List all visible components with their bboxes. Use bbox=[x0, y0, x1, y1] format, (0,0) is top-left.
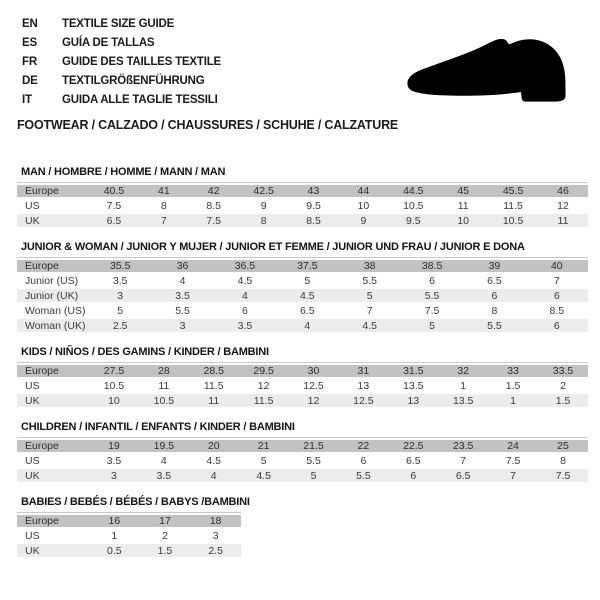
size-cell: 21.5 bbox=[289, 438, 339, 454]
table-row bbox=[17, 469, 588, 484]
table-row bbox=[17, 258, 588, 274]
size-cell: 8.5 bbox=[289, 214, 339, 229]
table-row bbox=[17, 199, 588, 214]
size-cell: 6 bbox=[338, 454, 388, 469]
size-cell: 46 bbox=[538, 183, 588, 199]
size-cell: 43 bbox=[289, 183, 339, 199]
size-cell: 7.5 bbox=[89, 199, 139, 214]
size-cell: 11.5 bbox=[189, 379, 239, 394]
size-cell: 38 bbox=[339, 258, 401, 274]
size-cell: 10.5 bbox=[139, 394, 189, 409]
size-cell: 1.5 bbox=[488, 379, 538, 394]
language-code: DE bbox=[22, 74, 38, 87]
size-cell: 22 bbox=[338, 438, 388, 454]
size-cell: 2 bbox=[140, 529, 191, 544]
language-code: IT bbox=[22, 93, 32, 106]
size-cell: 12 bbox=[538, 199, 588, 214]
size-cell: 3 bbox=[151, 319, 213, 334]
row-label: Europe bbox=[17, 183, 89, 199]
size-cell: 10.5 bbox=[89, 379, 139, 394]
size-cell: 12 bbox=[239, 379, 289, 394]
size-cell: 6.5 bbox=[388, 454, 438, 469]
size-cell: 8 bbox=[538, 454, 588, 469]
table-row bbox=[17, 363, 588, 379]
size-cell: 3.5 bbox=[151, 289, 213, 304]
size-cell: 7 bbox=[488, 469, 538, 484]
row-label: Europe bbox=[17, 513, 89, 529]
row-label: US bbox=[17, 529, 89, 544]
row-label: UK bbox=[17, 544, 89, 559]
size-cell: 3 bbox=[89, 289, 151, 304]
row-label: US bbox=[17, 199, 89, 214]
size-cell: 11.5 bbox=[488, 199, 538, 214]
size-cell: 5 bbox=[339, 289, 401, 304]
table-row bbox=[17, 274, 588, 289]
size-cell: 17 bbox=[140, 513, 191, 529]
size-cell: 44.5 bbox=[388, 183, 438, 199]
size-cell: 22.5 bbox=[388, 438, 438, 454]
size-cell: 31 bbox=[338, 363, 388, 379]
size-cell: 33 bbox=[488, 363, 538, 379]
language-label: TEXTILGRÖßENFÜHRUNG bbox=[62, 74, 205, 87]
size-table-body bbox=[17, 363, 588, 409]
size-cell: 0.5 bbox=[89, 544, 140, 559]
size-cell: 1.5 bbox=[140, 544, 191, 559]
size-cell: 19 bbox=[89, 438, 139, 454]
size-table-section bbox=[17, 496, 588, 559]
row-label: Junior (UK) bbox=[17, 289, 89, 304]
size-cell: 6 bbox=[401, 274, 463, 289]
size-cell: 5 bbox=[289, 469, 339, 484]
size-cell: 4 bbox=[189, 469, 239, 484]
size-table bbox=[17, 182, 588, 229]
size-table bbox=[17, 437, 588, 484]
size-table-section bbox=[17, 421, 588, 484]
size-cell: 6 bbox=[214, 304, 276, 319]
size-cell: 3 bbox=[89, 469, 139, 484]
size-table bbox=[17, 257, 588, 334]
size-cell: 9.5 bbox=[388, 214, 438, 229]
size-cell: 11 bbox=[189, 394, 239, 409]
size-cell: 37.5 bbox=[276, 258, 338, 274]
table-title: MAN / HOMBRE / HOMME / MANN / MAN bbox=[21, 166, 226, 178]
size-cell: 41 bbox=[139, 183, 189, 199]
size-cell: 11.5 bbox=[239, 394, 289, 409]
size-cell: 10 bbox=[338, 199, 388, 214]
size-cell: 44 bbox=[338, 183, 388, 199]
size-table-section bbox=[17, 241, 588, 334]
table-row bbox=[17, 394, 588, 409]
size-cell: 4.5 bbox=[189, 454, 239, 469]
size-cell: 5.5 bbox=[151, 304, 213, 319]
size-table-body bbox=[17, 258, 588, 334]
size-cell: 13.5 bbox=[438, 394, 488, 409]
size-cell: 40 bbox=[526, 258, 588, 274]
size-cell: 10.5 bbox=[388, 199, 438, 214]
size-cell: 4 bbox=[276, 319, 338, 334]
size-cell: 13 bbox=[338, 379, 388, 394]
size-cell: 21 bbox=[239, 438, 289, 454]
size-cell: 11 bbox=[538, 214, 588, 229]
size-cell: 7 bbox=[139, 214, 189, 229]
size-cell: 19.5 bbox=[139, 438, 189, 454]
size-cell: 7 bbox=[438, 454, 488, 469]
size-cell: 32 bbox=[438, 363, 488, 379]
size-cell: 30 bbox=[289, 363, 339, 379]
size-cell: 35.5 bbox=[89, 258, 151, 274]
size-cell: 3.5 bbox=[139, 469, 189, 484]
size-table-section bbox=[17, 346, 588, 409]
size-cell: 2.5 bbox=[190, 544, 241, 559]
table-title: BABIES / BEBÉS / BÉBÉS / BABYS /BAMBINI bbox=[21, 496, 250, 508]
size-cell: 7.5 bbox=[401, 304, 463, 319]
size-cell: 7 bbox=[526, 274, 588, 289]
size-cell: 8.5 bbox=[526, 304, 588, 319]
row-label: Europe bbox=[17, 363, 89, 379]
size-cell: 5.5 bbox=[339, 274, 401, 289]
size-cell: 23.5 bbox=[438, 438, 488, 454]
size-cell: 31.5 bbox=[388, 363, 438, 379]
row-label: US bbox=[17, 379, 89, 394]
size-cell: 5 bbox=[401, 319, 463, 334]
size-cell: 25 bbox=[538, 438, 588, 454]
row-label: Woman (US) bbox=[17, 304, 89, 319]
size-cell: 3.5 bbox=[89, 274, 151, 289]
table-row bbox=[17, 379, 588, 394]
size-cell: 28 bbox=[139, 363, 189, 379]
size-cell: 10 bbox=[89, 394, 139, 409]
size-cell: 16 bbox=[89, 513, 140, 529]
size-cell: 6 bbox=[388, 469, 438, 484]
size-cell: 42 bbox=[189, 183, 239, 199]
size-table-body bbox=[17, 183, 588, 229]
table-row bbox=[17, 544, 241, 559]
row-label: Woman (UK) bbox=[17, 319, 89, 334]
row-label: UK bbox=[17, 394, 89, 409]
table-title: CHILDREN / INFANTIL / ENFANTS / KINDER / BAMBINI bbox=[21, 421, 295, 433]
size-cell: 7.5 bbox=[189, 214, 239, 229]
size-cell: 4 bbox=[214, 289, 276, 304]
size-cell: 10 bbox=[438, 214, 488, 229]
table-row bbox=[17, 513, 241, 529]
table-title: KIDS / NIÑOS / DES GAMINS / KINDER / BAMBINI bbox=[21, 346, 269, 358]
size-cell: 4 bbox=[151, 274, 213, 289]
table-row bbox=[17, 304, 588, 319]
table-row bbox=[17, 319, 588, 334]
size-cell: 1 bbox=[488, 394, 538, 409]
size-cell: 9.5 bbox=[289, 199, 339, 214]
category-title: FOOTWEAR / CALZADO / CHAUSSURES / SCHUHE / CALZATURE bbox=[17, 118, 399, 132]
size-cell: 42.5 bbox=[239, 183, 289, 199]
size-cell: 6.5 bbox=[276, 304, 338, 319]
size-cell: 39 bbox=[463, 258, 525, 274]
row-label: Junior (US) bbox=[17, 274, 89, 289]
size-cell: 7.5 bbox=[538, 469, 588, 484]
language-label: GUÍA DE TALLAS bbox=[62, 36, 155, 49]
size-cell: 4.5 bbox=[214, 274, 276, 289]
table-row bbox=[17, 183, 588, 199]
size-cell: 3 bbox=[190, 529, 241, 544]
size-cell: 7 bbox=[339, 304, 401, 319]
size-cell: 5.5 bbox=[289, 454, 339, 469]
size-cell: 8 bbox=[463, 304, 525, 319]
size-cell: 4.5 bbox=[339, 319, 401, 334]
size-cell: 12.5 bbox=[289, 379, 339, 394]
size-cell: 9 bbox=[239, 199, 289, 214]
size-cell: 4.5 bbox=[239, 469, 289, 484]
size-cell: 4.5 bbox=[276, 289, 338, 304]
size-cell: 24 bbox=[488, 438, 538, 454]
table-row bbox=[17, 454, 588, 469]
size-cell: 1 bbox=[89, 529, 140, 544]
size-cell: 6 bbox=[463, 289, 525, 304]
size-cell: 5.5 bbox=[338, 469, 388, 484]
language-code: FR bbox=[22, 55, 37, 68]
size-cell: 29.5 bbox=[239, 363, 289, 379]
size-cell: 6.5 bbox=[463, 274, 525, 289]
size-cell: 36.5 bbox=[214, 258, 276, 274]
size-cell: 11 bbox=[139, 379, 189, 394]
size-cell: 2.5 bbox=[89, 319, 151, 334]
size-cell: 12 bbox=[289, 394, 339, 409]
size-cell: 18 bbox=[190, 513, 241, 529]
tables-container bbox=[17, 166, 588, 559]
size-cell: 40.5 bbox=[89, 183, 139, 199]
size-cell: 4 bbox=[139, 454, 189, 469]
shoe-silhouette-path bbox=[407, 39, 565, 102]
size-cell: 10.5 bbox=[488, 214, 538, 229]
size-cell: 5.5 bbox=[401, 289, 463, 304]
table-title: JUNIOR & WOMAN / JUNIOR Y MUJER / JUNIOR ET FEMME / JUNIOR UND FRAU / JUNIOR E DONA bbox=[21, 241, 525, 253]
language-label: GUIDA ALLE TAGLIE TESSILI bbox=[62, 93, 218, 106]
size-cell: 8 bbox=[239, 214, 289, 229]
language-code: ES bbox=[22, 36, 37, 49]
size-cell: 6 bbox=[526, 289, 588, 304]
row-label: UK bbox=[17, 469, 89, 484]
row-label: US bbox=[17, 454, 89, 469]
size-table-body bbox=[17, 513, 241, 559]
size-cell: 9 bbox=[338, 214, 388, 229]
table-row bbox=[17, 214, 588, 229]
table-row bbox=[17, 438, 588, 454]
size-cell: 8 bbox=[139, 199, 189, 214]
size-cell: 6.5 bbox=[89, 214, 139, 229]
language-label: TEXTILE SIZE GUIDE bbox=[62, 17, 175, 30]
size-cell: 3.5 bbox=[214, 319, 276, 334]
size-cell: 36 bbox=[151, 258, 213, 274]
size-table-body bbox=[17, 438, 588, 484]
row-label: Europe bbox=[17, 438, 89, 454]
size-cell: 13 bbox=[388, 394, 438, 409]
size-cell: 5 bbox=[239, 454, 289, 469]
size-cell: 6.5 bbox=[438, 469, 488, 484]
size-cell: 1 bbox=[438, 379, 488, 394]
size-table bbox=[17, 362, 588, 409]
size-cell: 5 bbox=[89, 304, 151, 319]
size-table-section bbox=[17, 166, 588, 229]
row-label: UK bbox=[17, 214, 89, 229]
size-cell: 12.5 bbox=[338, 394, 388, 409]
size-cell: 1.5 bbox=[538, 394, 588, 409]
size-cell: 11 bbox=[438, 199, 488, 214]
size-cell: 2 bbox=[538, 379, 588, 394]
table-row bbox=[17, 529, 241, 544]
size-cell: 13.5 bbox=[388, 379, 438, 394]
size-cell: 38.5 bbox=[401, 258, 463, 274]
size-cell: 45 bbox=[438, 183, 488, 199]
size-cell: 6 bbox=[526, 319, 588, 334]
language-label: GUIDE DES TAILLES TEXTILE bbox=[62, 55, 221, 68]
table-row bbox=[17, 289, 588, 304]
size-cell: 5.5 bbox=[463, 319, 525, 334]
size-cell: 3.5 bbox=[89, 454, 139, 469]
size-cell: 20 bbox=[189, 438, 239, 454]
size-table bbox=[17, 512, 241, 559]
shoe-icon bbox=[397, 24, 582, 112]
row-label: Europe bbox=[17, 258, 89, 274]
size-cell: 27.5 bbox=[89, 363, 139, 379]
size-cell: 28.5 bbox=[189, 363, 239, 379]
size-cell: 5 bbox=[276, 274, 338, 289]
size-cell: 33.5 bbox=[538, 363, 588, 379]
size-cell: 8.5 bbox=[189, 199, 239, 214]
size-cell: 7.5 bbox=[488, 454, 538, 469]
language-code: EN bbox=[22, 17, 38, 30]
size-cell: 45.5 bbox=[488, 183, 538, 199]
